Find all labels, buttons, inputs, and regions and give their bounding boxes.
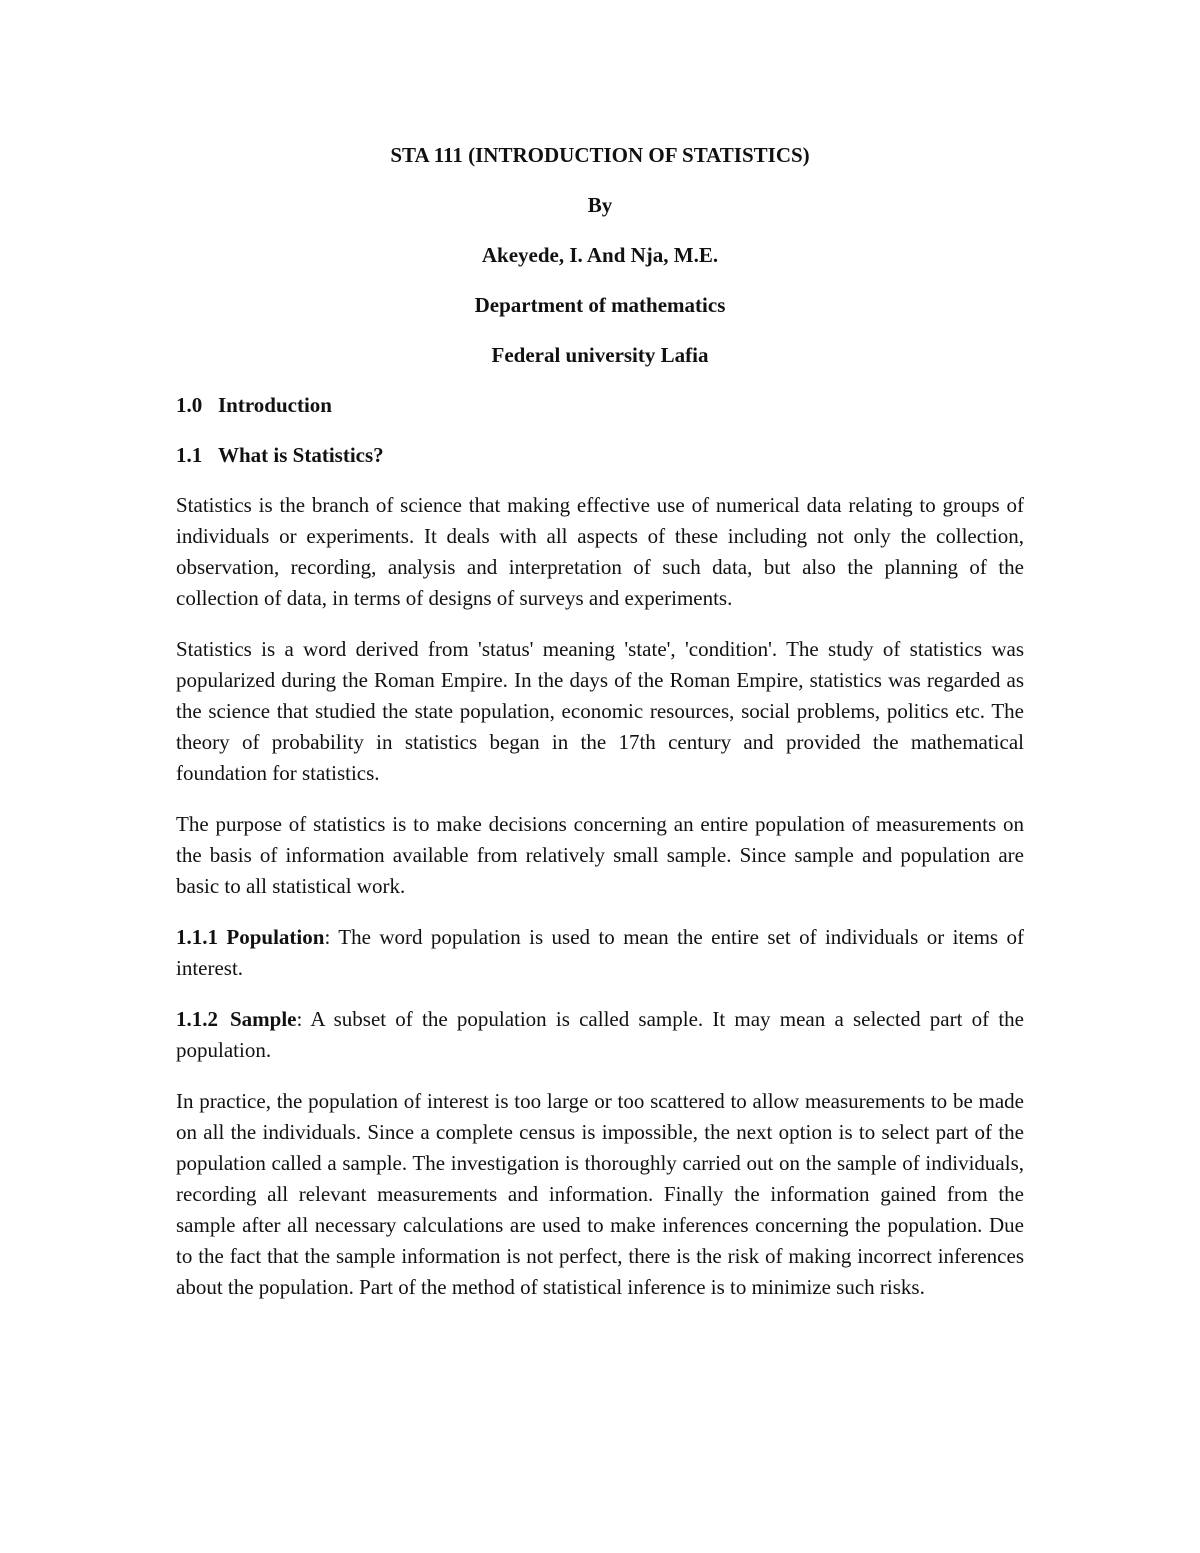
definition-text: : The word population is used to mean the entire set of individuals or items of interest. [176, 925, 1024, 980]
university: Federal university Lafia [491, 343, 709, 367]
by-line: By [587, 193, 613, 217]
section-heading-introduction [176, 390, 1024, 420]
definition-text: : A subset of the population is called sample. It may mean a selected part of the population. [176, 1007, 1024, 1062]
definition-sample [176, 1004, 1024, 1066]
section-number: 1.0 [176, 393, 203, 417]
definition-term: Sample [230, 1007, 297, 1031]
section-title: What is Statistics? [218, 443, 384, 467]
paragraph-practice: In practice, the population of interest is too large or too scattered to allow measurements to be made on all the individuals. Since a complete census is impossible, the next option is to select part of the population called a sample. The investigation is thoroughly carried out on the sample of individuals, recording all relevant measurements and information. Finally the information gained from the sample after all necessary calculations are used to make inferences concerning the population. Due to the fact that the sample information is not perfect, there is the risk of making incorrect inferences about the population. Part of the method of statistical inference is to minimize such risks. [176, 1089, 1024, 1299]
course-title: STA 111 (INTRODUCTION OF STATISTICS) [390, 143, 810, 167]
definition-number: 1.1.2 [176, 1007, 218, 1031]
department: Department of mathematics [474, 293, 726, 317]
definition-population [176, 922, 1024, 984]
paragraph-definition: Statistics is the branch of science that making effective use of numerical data relating to groups of individuals or experiments. It deals with all aspects of these including not only the collection, observation, recording, analysis and interpretation of such data, but also the planning of the collection of data, in terms of designs of surveys and experiments. [176, 493, 1024, 610]
section-number: 1.1 [176, 443, 203, 467]
definition-term: Population [226, 925, 325, 949]
authors: Akeyede, I. And Nja, M.E. [481, 243, 719, 267]
paragraph-history: Statistics is a word derived from 'status' meaning 'state', 'condition'. The study of statistics was popularized during the Roman Empire. In the days of the Roman Empire, statistics was regarded as the science that studied the state population, economic resources, social problems, politics etc. The theory of probability in statistics began in the 17th century and provided the mathematical foundation for statistics. [176, 637, 1024, 785]
page-content [176, 140, 1024, 1323]
paragraph-purpose: The purpose of statistics is to make decisions concerning an entire population of measurements on the basis of information available from relatively small sample. Since sample and population are basic to all statistical work. [176, 812, 1024, 898]
section-title: Introduction [218, 393, 332, 417]
definition-number: 1.1.1 [176, 925, 218, 949]
section-heading-what-is-statistics [176, 440, 1024, 470]
